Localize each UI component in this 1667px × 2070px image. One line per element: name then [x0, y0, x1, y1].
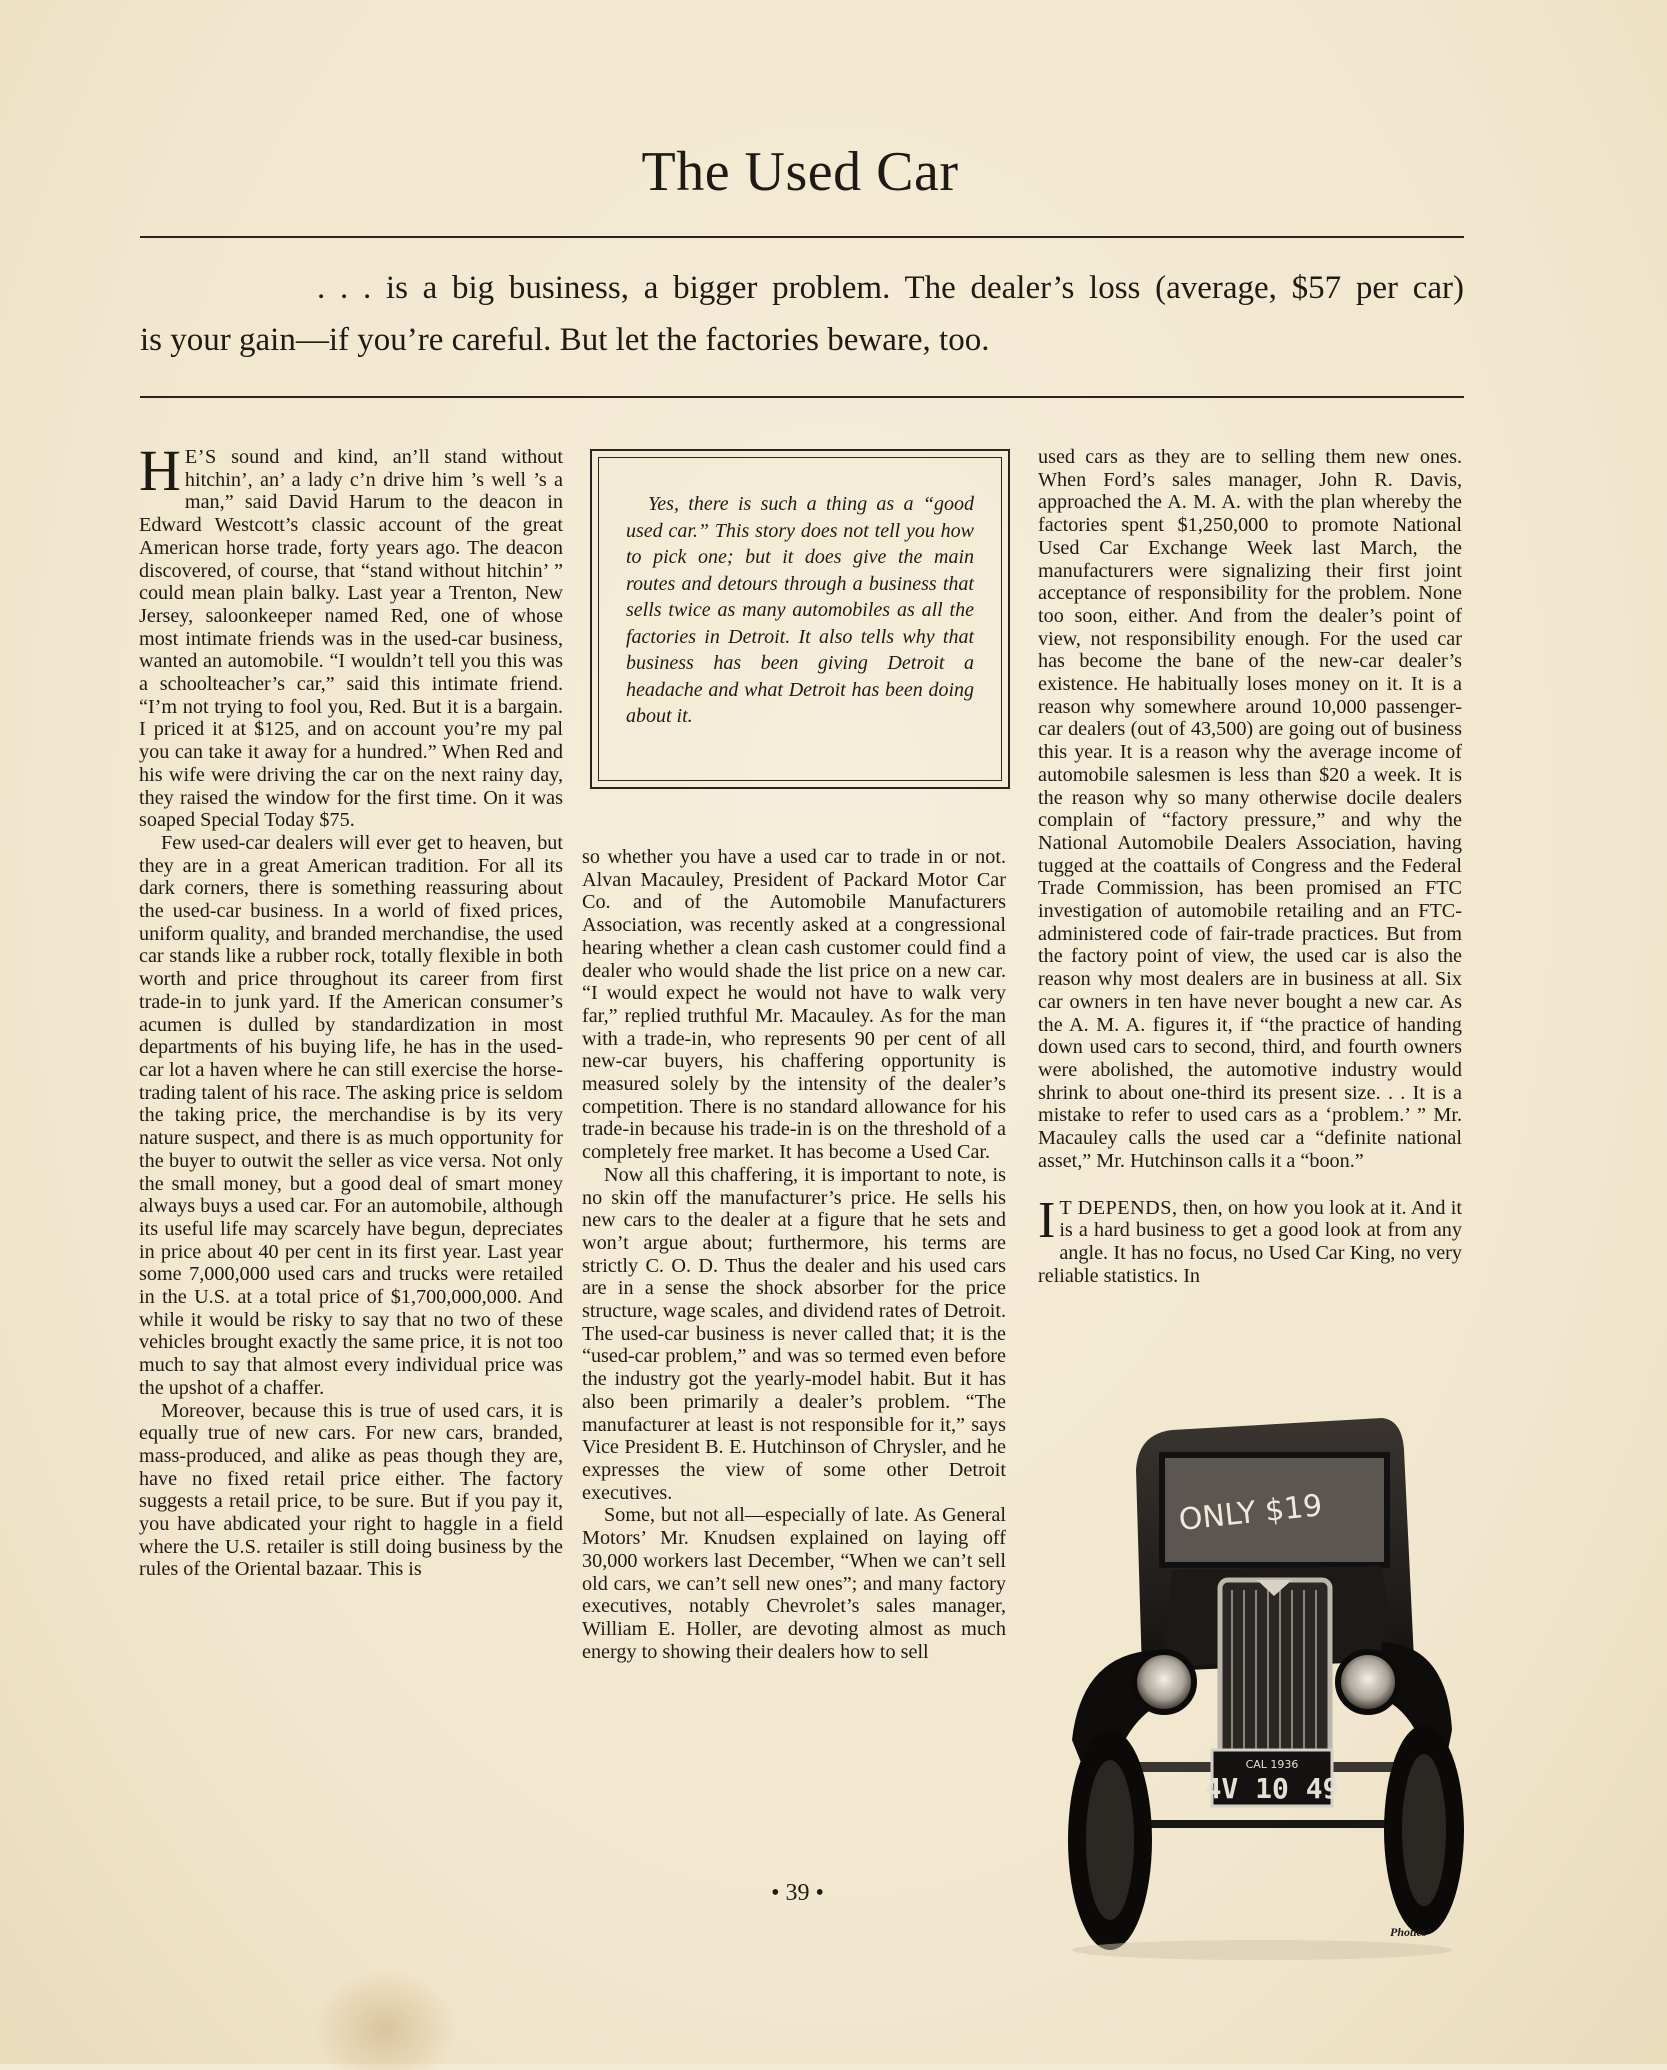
- paragraph: Now all this chaffering, it is important to note, is no skin off the manufacturer’s price. He sells his new cars to the dealer at a figure that he sets and won’t argue about; furthermore, his terms are strictly C. O. D. Thus the dealer and his used cars are in a sense the shock absorber for the price structure, wage scales, and dividend rates of Detroit. The used-car business is never called that; it is the “used-car problem,” and was so termed even before the industry got the yearly-model habit. But it has also been primarily a dealer’s problem. “The manufacturer at least is not responsible for it,” says Vice President B. E. Hutchinson of Chrysler, and he expresses the view of some other Detroit executives.: [582, 1163, 1006, 1504]
- sidebar-text: Yes, there is such a thing as a “good used car.” This story does not tell you how to pick one; but it does give the main routes and detours through a business that sells twice as many automobiles as all the factories in Detroit. It also tells why that business has been giving Detroit a headache and what Detroit has been doing about it.: [626, 493, 974, 727]
- bottom-rule: [140, 396, 1464, 398]
- windshield-text: ONLY $19: [1177, 1488, 1324, 1538]
- plate-year: CAL 1936: [1245, 1758, 1299, 1771]
- column-1: [139, 438, 563, 1581]
- top-rule: [140, 236, 1464, 238]
- lead-caps: E’S: [184, 446, 217, 468]
- deck-line-1: . . . is a big business, a bigger problem. The dealer’s loss (average, $57 per car): [317, 270, 1464, 306]
- lead-caps: T DEPENDS,: [1059, 1196, 1178, 1219]
- paragraph: so whether you have a used car to trade in or not. Alvan Macauley, President of Packard Motor Car Co. and of the Automobile Manufacturers Association, was recently asked at a congressional hearing whether a clean cash customer could find a dealer who would shade the list price on a new car. “I would expect he would not have to walk very far,” replied truthful Mr. Macauley. As for the man with a trade-in, who represents 90 per cent of all new-car buyers, his chaffering opportunity is measured solely by the intensity of the dealer’s competition. There is no standard allowance for his trade-in because his trade-in is on the threshold of a completely free market. It has become a Used Car.: [582, 846, 1006, 1164]
- photo-credit: Photics: [1390, 1925, 1427, 1939]
- paragraph: used cars as they are to selling them new ones. When Ford’s sales manager, John R. Davis, approached the A. M. A. with the plan whereby the factories spent $1,250,000 to promote National Used Car Exchange Week last March, the manufacturers were signalizing their first joint acceptance of responsibility for the problem. None too soon, either. And from the dealer’s point of view, not responsibility enough. For the used car has become the bane of the new-car dealer’s existence. He habitually loses money on it. It is a reason why somewhere around 10,000 passenger-car dealers (out of 43,500) are going out of business this year. It is a reason why the average income of automobile salesmen is less than $20 a week. It is the reason why so many otherwise docile dealers complain of “factory pressure,” and why the National Automobile Dealers Association, having tugged at the coattails of Congress and the Federal Trade Commission, has been promised an FTC investigation of automobile retailing and an FTC-administered code of fair-trade practices. But from the factory point of view, the used car is also the reason why most dealers are in business at all. Six car owners in ten have never bought a new car. As the A. M. A. figures it, if “the practice of handing down used cars to second, third, and fourth owners were abolished, the automotive industry would shrink to about one-third its present size. . . It is a mistake to refer to used cars as a ‘problem.’ ” Mr. Macauley calls the used car a “definite national asset,” Mr. Hutchinson calls it a “boon.”: [1038, 446, 1462, 1172]
- drop-cap: I: [1038, 1191, 1056, 1249]
- paragraph: Some, but not all—especially of late. As General Motors’ Mr. Knudsen explained on laying off 30,000 workers last December, “When we can’t sell old cars, we can’t sell new ones”; and many factory executives, notably Chevrolet’s sales manager, William E. Holler, are devoting almost as much energy to showing their dealers how to sell: [582, 1504, 1006, 1663]
- sidebar-box: [590, 449, 1010, 789]
- article-deck: [140, 262, 1464, 366]
- column-3: [1038, 446, 1462, 1287]
- article-title: The Used Car: [641, 141, 959, 203]
- deck-line-2: is your gain—if you’re careful. But let the factories beware, too.: [140, 322, 990, 358]
- section-gap: [1038, 1173, 1462, 1197]
- column-2: [582, 846, 1006, 1663]
- drop-cap: H: [139, 438, 181, 503]
- page-number: • 39 •: [771, 1880, 824, 1906]
- paragraph: [139, 438, 563, 832]
- paragraph-text: then, on how you look at it. And it is a hard business to get a good look at from any angle. It has no focus, no Used Car King, no very reliable statistics. In: [1038, 1196, 1462, 1287]
- paragraph: Few used-car dealers will ever get to heaven, but they are in a great American tradition. For all its dark corners, there is something reassuring about the used-car business. In a world of fixed prices, uniform quality, and branded merchandise, the used car stands like a rubber rock, totally flexible in both worth and price throughout its career from first trade-in to junk yard. If the American consumer’s acumen is dulled by standardization in most departments of his buying life, he has in the used-car lot a haven where he can still exercise the horse-trading talent of his race. The asking price is seldom the taking price, the merchandise is by its very nature suspect, and there is as much opportunity for the buyer to outwit the seller as vice versa. Not only the small money, but a good deal of smart money always buys a used car. For an automobile, although its useful life may scarcely have begun, depreciates in price about 40 per cent in its first year. Last year some 7,000,000 used cars and trucks were retailed in the U.S. at a total price of $1,700,000,000. And while it would be risky to say that no two of these vehicles brought exactly the same price, it is not too much to say that almost every individual price was the upshot of a chaffer.: [139, 831, 563, 1399]
- paper-stain: [315, 1970, 455, 2070]
- paragraph-text: sound and kind, an’ll stand without hitchin’, an’ a lady c’n drive him ’s well ’s a man,” said David Harum to the deacon in Edward Westcott’s classic account of the great American horse trade, forty years ago. The deacon discovered, of course, that “stand without hitchin’ ” could mean plain balky. Last year a Trenton, New Jersey, saloonkeeper named Red, one of whose most intimate friends was in the used-car business, wanted an automobile. “I wouldn’t tell you this was a schoolteacher’s car,” said this intimate friend. “I’m not trying to fool you, Red. But it is a bargain. I priced it at $125, and on account you’re my pal you can take it away for a hundred.” When Red and his wife were driving the car on the next rainy day, they raised the window for the first time. On it was soaped Special Today $75.: [139, 446, 563, 832]
- plate-number: 4V 10 49: [1204, 1772, 1340, 1805]
- paragraph: [1038, 1191, 1462, 1288]
- paragraph: Moreover, because this is true of used cars, it is equally true of new cars. For new cars, branded, mass-produced, and alike as peas though they are, have no fixed retail price either. The factory suggests a retail price, to be sure. But if you pay it, you have abdicated your right to haggle in a field where the U.S. retailer is still doing business by the rules of the Oriental bazaar. This is: [139, 1399, 563, 1581]
